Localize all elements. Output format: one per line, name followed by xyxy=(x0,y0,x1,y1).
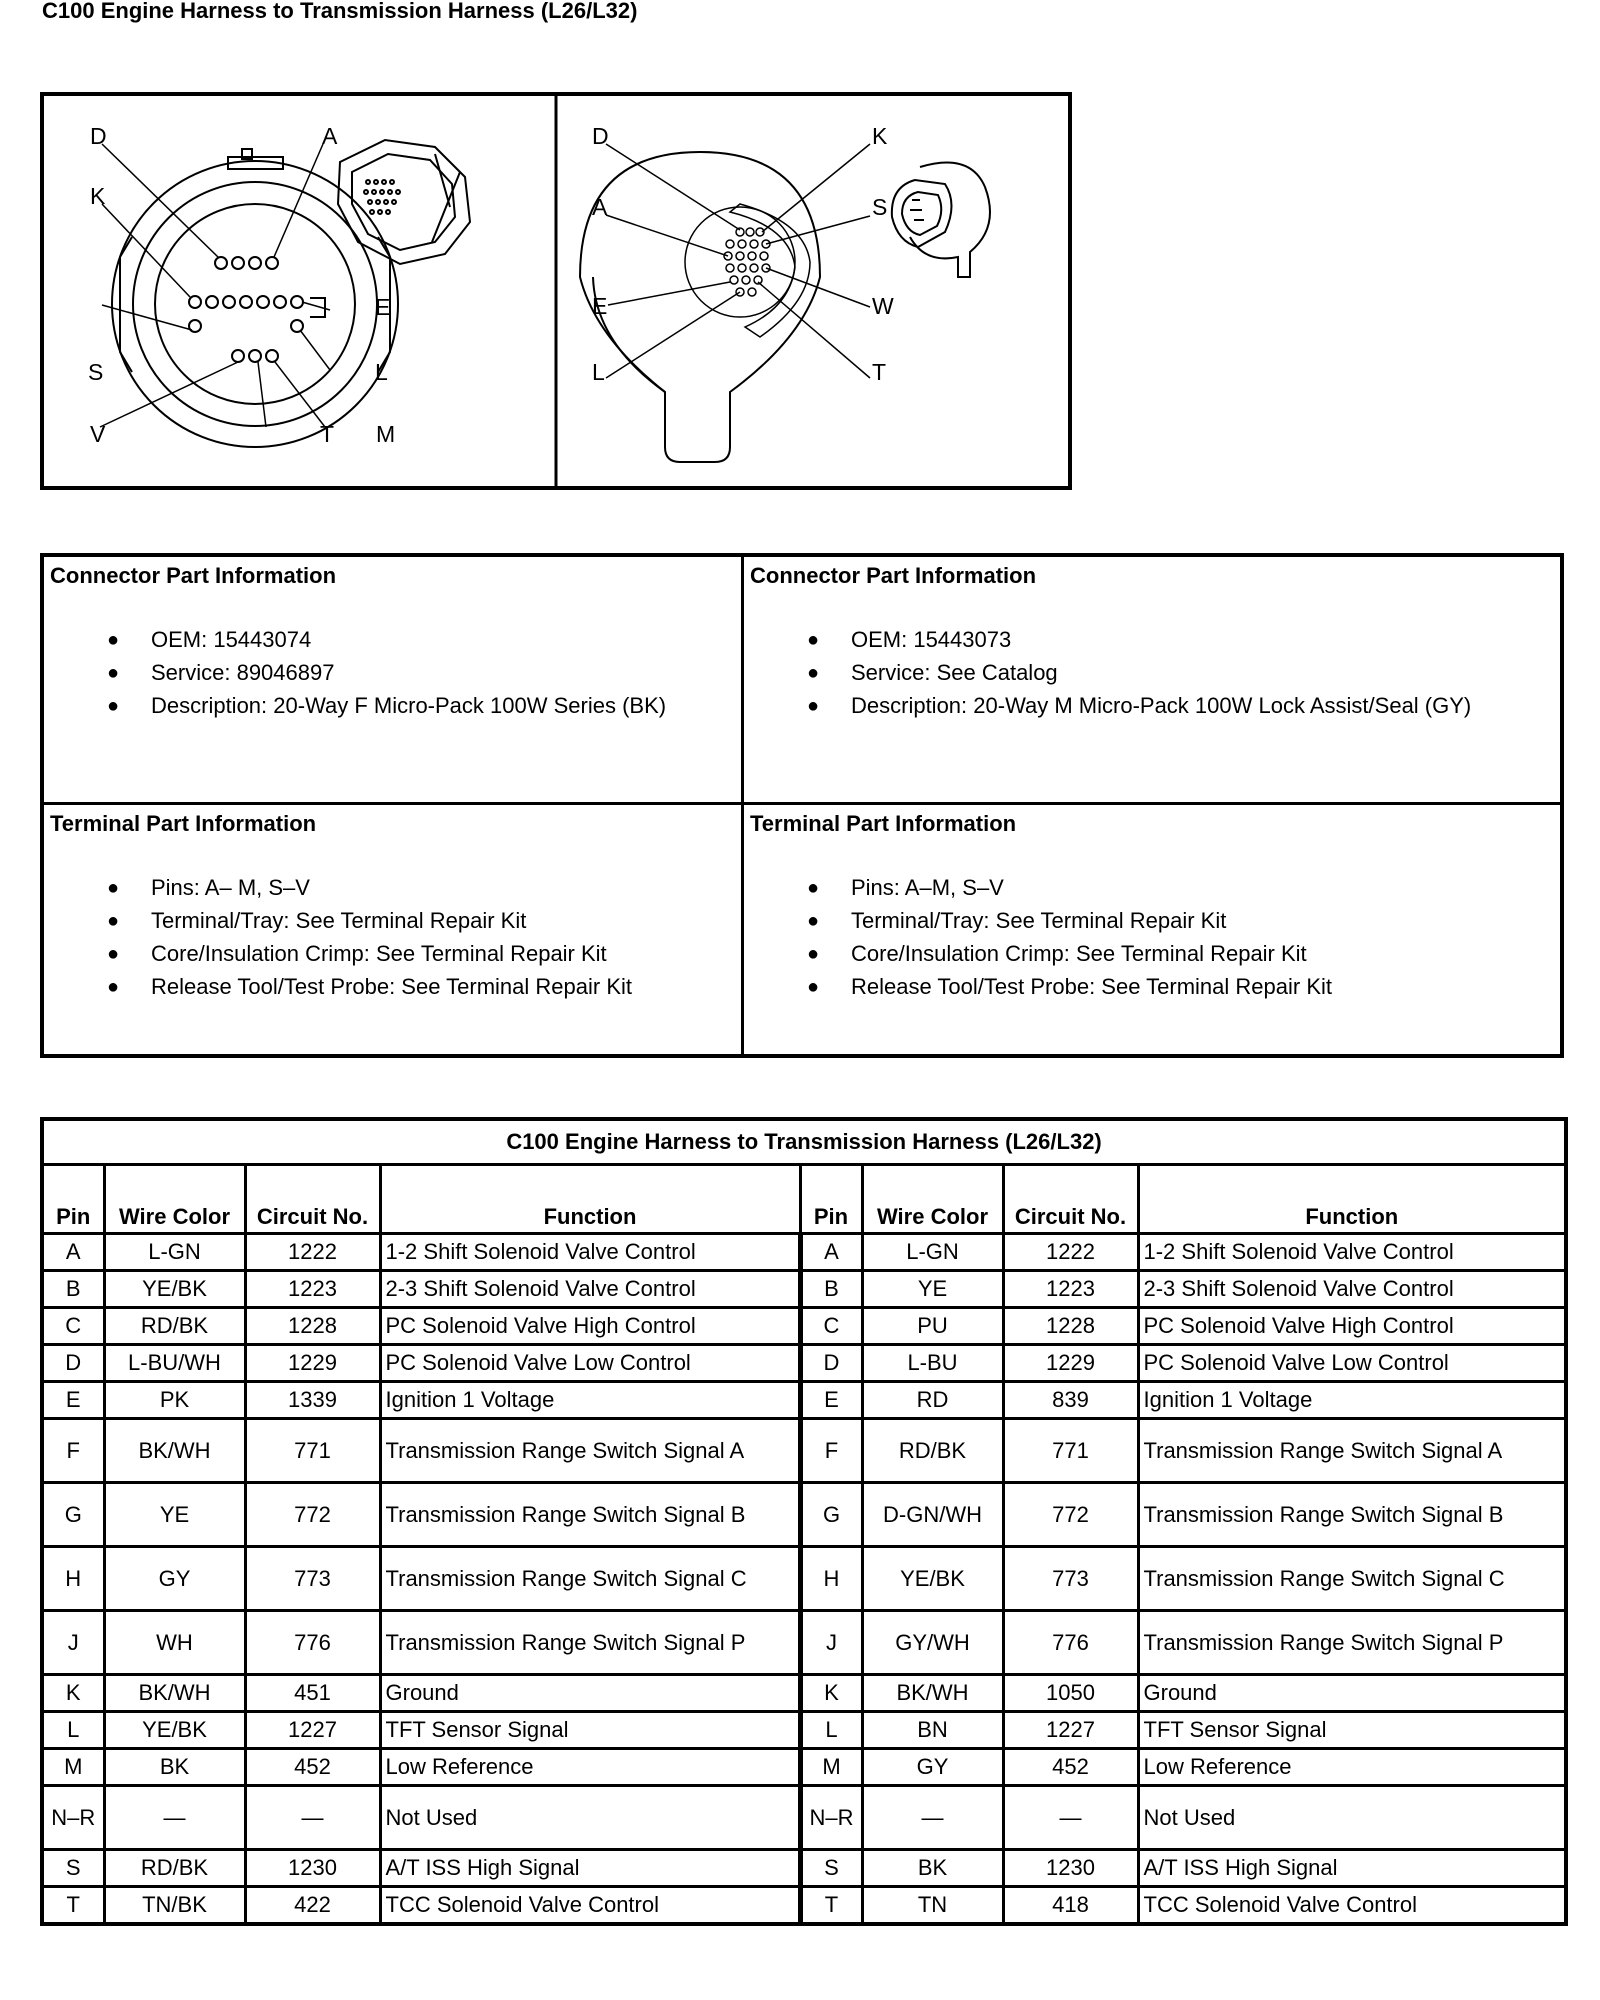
table-row xyxy=(42,1308,1566,1345)
function-cell: Transmission Range Switch Signal B xyxy=(380,1483,800,1547)
pin-cell: A xyxy=(42,1234,104,1271)
function-cell: 1-2 Shift Solenoid Valve Control xyxy=(380,1234,800,1271)
circuit-no-cell: 773 xyxy=(1003,1547,1138,1611)
part-information-grid xyxy=(40,553,1564,1058)
pin-cell: J xyxy=(800,1611,862,1675)
wire-color-cell: PU xyxy=(862,1308,1003,1345)
pin-cell: N–R xyxy=(800,1786,862,1850)
function-cell: TFT Sensor Signal xyxy=(380,1712,800,1749)
wire-color-cell: TN/BK xyxy=(104,1887,245,1924)
table-row xyxy=(42,1419,1566,1483)
terminal-info-heading: Terminal Part Information xyxy=(750,811,1017,836)
label-K: K xyxy=(872,123,888,149)
label-D: D xyxy=(90,123,107,149)
connector-info-right xyxy=(744,557,1564,805)
pin-cell: J xyxy=(42,1611,104,1675)
label-E: E xyxy=(592,293,608,319)
wire-color-cell: BK/WH xyxy=(104,1675,245,1712)
wire-color-cell: BN xyxy=(862,1712,1003,1749)
circuit-no-cell: 839 xyxy=(1003,1382,1138,1419)
circuit-no-cell: 1227 xyxy=(1003,1712,1138,1749)
pin-cell: G xyxy=(42,1483,104,1547)
list-item: ● Description: 20-Way M Micro-Pack 100W Lock Assist/Seal (GY) xyxy=(807,693,1472,718)
label-M: M xyxy=(376,421,396,447)
pin-cell: S xyxy=(800,1850,862,1887)
label-S: S xyxy=(872,194,888,220)
pin-cell: F xyxy=(800,1419,862,1483)
circuit-no-cell: 1223 xyxy=(1003,1271,1138,1308)
table-row xyxy=(42,1234,1566,1271)
wire-color-cell: — xyxy=(104,1786,245,1850)
pin-cell: L xyxy=(800,1712,862,1749)
wire-color-cell: BK xyxy=(862,1850,1003,1887)
label-K: K xyxy=(90,183,106,209)
table-row xyxy=(42,1547,1566,1611)
label-V: V xyxy=(90,421,106,447)
label-A: A xyxy=(592,194,608,220)
circuit-no-cell: 1227 xyxy=(245,1712,380,1749)
circuit-no-cell: 1229 xyxy=(245,1345,380,1382)
list-item: ● Service: 89046897 xyxy=(107,660,335,685)
connector-info-heading: Connector Part Information xyxy=(750,563,1037,588)
wire-color-cell: L-GN xyxy=(862,1234,1003,1271)
wire-color-cell: L-GN xyxy=(104,1234,245,1271)
function-cell: TCC Solenoid Valve Control xyxy=(380,1887,800,1924)
circuit-no-cell: — xyxy=(245,1786,380,1850)
function-cell: 2-3 Shift Solenoid Valve Control xyxy=(380,1271,800,1308)
wire-color-cell: YE xyxy=(862,1271,1003,1308)
col-header-circuit-no: Circuit No. xyxy=(245,1165,380,1234)
label-T: T xyxy=(872,359,887,385)
connector-info-left xyxy=(44,557,744,805)
wire-color-cell: — xyxy=(862,1786,1003,1850)
table-caption: C100 Engine Harness to Transmission Harness (L26/L32) xyxy=(42,1119,1566,1165)
table-row xyxy=(42,1345,1566,1382)
function-cell: Ground xyxy=(1138,1675,1566,1712)
table-row xyxy=(42,1887,1566,1924)
list-item: ● OEM: 15443074 xyxy=(107,627,312,652)
list-item: ● Core/Insulation Crimp: See Terminal Repair Kit xyxy=(107,941,607,966)
list-item: ● Release Tool/Test Probe: See Terminal Repair Kit xyxy=(807,974,1332,999)
list-item: ● Description: 20-Way F Micro-Pack 100W Series (BK) xyxy=(107,693,667,718)
wire-color-cell: D-GN/WH xyxy=(862,1483,1003,1547)
female-connector-thumbnail xyxy=(338,140,470,264)
wire-color-cell: L-BU/WH xyxy=(104,1345,245,1382)
list-item: ● Pins: A– M, S–V xyxy=(107,875,310,900)
col-header-pin: Pin xyxy=(42,1165,104,1234)
pin-cell: F xyxy=(42,1419,104,1483)
list-item: ● Service: See Catalog xyxy=(807,660,1058,685)
pin-cell: B xyxy=(800,1271,862,1308)
page-title: C100 Engine Harness to Transmission Harness (L26/L32) xyxy=(42,0,638,23)
wire-color-cell: BK xyxy=(104,1749,245,1786)
table-row xyxy=(42,1271,1566,1308)
pin-cell: C xyxy=(800,1308,862,1345)
function-cell: Transmission Range Switch Signal P xyxy=(1138,1611,1566,1675)
wire-color-cell: TN xyxy=(862,1887,1003,1924)
list-item: ● Release Tool/Test Probe: See Terminal Repair Kit xyxy=(107,974,632,999)
function-cell: Transmission Range Switch Signal A xyxy=(1138,1419,1566,1483)
function-cell: TCC Solenoid Valve Control xyxy=(1138,1887,1566,1924)
list-item: ● OEM: 15443073 xyxy=(807,627,1012,652)
female-connector-face xyxy=(112,149,398,447)
label-T: T xyxy=(320,421,335,447)
list-item: ● Terminal/Tray: See Terminal Repair Kit xyxy=(807,908,1227,933)
circuit-no-cell: 452 xyxy=(1003,1749,1138,1786)
circuit-no-cell: 776 xyxy=(245,1611,380,1675)
function-cell: 2-3 Shift Solenoid Valve Control xyxy=(1138,1271,1566,1308)
table-row xyxy=(42,1786,1566,1850)
circuit-no-cell: 772 xyxy=(245,1483,380,1547)
table-row xyxy=(42,1483,1566,1547)
pin-cell: B xyxy=(42,1271,104,1308)
pin-cell: E xyxy=(800,1382,862,1419)
male-connector-thumbnail xyxy=(892,163,990,278)
function-cell: Transmission Range Switch Signal A xyxy=(380,1419,800,1483)
terminal-info-right xyxy=(744,805,1564,1054)
circuit-no-cell: 773 xyxy=(245,1547,380,1611)
label-W: W xyxy=(872,293,894,319)
function-cell: Transmission Range Switch Signal C xyxy=(380,1547,800,1611)
table-row xyxy=(42,1675,1566,1712)
pin-cell: K xyxy=(800,1675,862,1712)
circuit-no-cell: 1222 xyxy=(245,1234,380,1271)
label-L: L xyxy=(592,359,605,385)
function-cell: 1-2 Shift Solenoid Valve Control xyxy=(1138,1234,1566,1271)
pin-cell: K xyxy=(42,1675,104,1712)
wire-color-cell: YE/BK xyxy=(862,1547,1003,1611)
function-cell: Ground xyxy=(380,1675,800,1712)
pin-cell: N–R xyxy=(42,1786,104,1850)
wire-color-cell: L-BU xyxy=(862,1345,1003,1382)
list-item: ● Terminal/Tray: See Terminal Repair Kit xyxy=(107,908,527,933)
wire-color-cell: YE/BK xyxy=(104,1271,245,1308)
pin-cell: L xyxy=(42,1712,104,1749)
circuit-no-cell: 452 xyxy=(245,1749,380,1786)
circuit-no-cell: 1228 xyxy=(245,1308,380,1345)
female-connector-pins xyxy=(189,257,303,362)
wire-color-cell: YE/BK xyxy=(104,1712,245,1749)
circuit-no-cell: 1230 xyxy=(1003,1850,1138,1887)
pin-cell: A xyxy=(800,1234,862,1271)
wire-color-cell: GY xyxy=(862,1749,1003,1786)
function-cell: A/T ISS High Signal xyxy=(1138,1850,1566,1887)
function-cell: PC Solenoid Valve Low Control xyxy=(1138,1345,1566,1382)
pin-cell: E xyxy=(42,1382,104,1419)
label-A: A xyxy=(322,123,338,149)
label-E: E xyxy=(375,294,391,320)
table-row xyxy=(42,1382,1566,1419)
circuit-no-cell: — xyxy=(1003,1786,1138,1850)
pin-cell: C xyxy=(42,1308,104,1345)
pin-cell: H xyxy=(800,1547,862,1611)
col-header-function: Function xyxy=(1138,1165,1566,1234)
connector-info-heading: Connector Part Information xyxy=(50,563,337,588)
col-header-function: Function xyxy=(380,1165,800,1234)
circuit-no-cell: 771 xyxy=(245,1419,380,1483)
circuit-no-cell: 418 xyxy=(1003,1887,1138,1924)
label-D: D xyxy=(592,123,609,149)
circuit-no-cell: 772 xyxy=(1003,1483,1138,1547)
wire-color-cell: YE xyxy=(104,1483,245,1547)
wire-color-cell: BK/WH xyxy=(104,1419,245,1483)
wire-color-cell: GY/WH xyxy=(862,1611,1003,1675)
wire-color-cell: RD/BK xyxy=(104,1850,245,1887)
function-cell: Not Used xyxy=(1138,1786,1566,1850)
circuit-no-cell: 451 xyxy=(245,1675,380,1712)
circuit-no-cell: 776 xyxy=(1003,1611,1138,1675)
pin-cell: M xyxy=(42,1749,104,1786)
male-connector-leaders xyxy=(606,144,870,378)
table-header-row xyxy=(42,1165,1566,1234)
wire-color-cell: PK xyxy=(104,1382,245,1419)
list-item: ● Pins: A–M, S–V xyxy=(807,875,1004,900)
table-row xyxy=(42,1712,1566,1749)
pin-cell: D xyxy=(800,1345,862,1382)
pin-cell: S xyxy=(42,1850,104,1887)
terminal-info-heading: Terminal Part Information xyxy=(50,811,317,836)
circuit-no-cell: 771 xyxy=(1003,1419,1138,1483)
connector-diagram xyxy=(40,92,1072,490)
wire-color-cell: RD xyxy=(862,1382,1003,1419)
label-L: L xyxy=(375,359,388,385)
wire-color-cell: BK/WH xyxy=(862,1675,1003,1712)
table-row xyxy=(42,1749,1566,1786)
table-row xyxy=(42,1611,1566,1675)
function-cell: TFT Sensor Signal xyxy=(1138,1712,1566,1749)
function-cell: Transmission Range Switch Signal P xyxy=(380,1611,800,1675)
col-header-pin: Pin xyxy=(800,1165,862,1234)
function-cell: PC Solenoid Valve Low Control xyxy=(380,1345,800,1382)
function-cell: Low Reference xyxy=(1138,1749,1566,1786)
function-cell: Ignition 1 Voltage xyxy=(380,1382,800,1419)
circuit-no-cell: 1228 xyxy=(1003,1308,1138,1345)
wire-color-cell: GY xyxy=(104,1547,245,1611)
col-header-wire-color: Wire Color xyxy=(104,1165,245,1234)
pin-cell: H xyxy=(42,1547,104,1611)
function-cell: Transmission Range Switch Signal B xyxy=(1138,1483,1566,1547)
function-cell: Transmission Range Switch Signal C xyxy=(1138,1547,1566,1611)
col-header-wire-color: Wire Color xyxy=(862,1165,1003,1234)
circuit-no-cell: 1222 xyxy=(1003,1234,1138,1271)
function-cell: A/T ISS High Signal xyxy=(380,1850,800,1887)
function-cell: Not Used xyxy=(380,1786,800,1850)
function-cell: Ignition 1 Voltage xyxy=(1138,1382,1566,1419)
circuit-no-cell: 422 xyxy=(245,1887,380,1924)
pinout-table xyxy=(40,1117,1568,1926)
male-connector-face xyxy=(580,152,820,462)
circuit-no-cell: 1230 xyxy=(245,1850,380,1887)
circuit-no-cell: 1223 xyxy=(245,1271,380,1308)
wire-color-cell: RD/BK xyxy=(862,1419,1003,1483)
circuit-no-cell: 1339 xyxy=(245,1382,380,1419)
function-cell: Low Reference xyxy=(380,1749,800,1786)
list-item: ● Core/Insulation Crimp: See Terminal Repair Kit xyxy=(807,941,1307,966)
terminal-info-left xyxy=(44,805,744,1054)
pin-cell: T xyxy=(42,1887,104,1924)
wire-color-cell: RD/BK xyxy=(104,1308,245,1345)
pin-cell: G xyxy=(800,1483,862,1547)
circuit-no-cell: 1229 xyxy=(1003,1345,1138,1382)
table-row xyxy=(42,1850,1566,1887)
col-header-circuit-no: Circuit No. xyxy=(1003,1165,1138,1234)
pin-cell: D xyxy=(42,1345,104,1382)
function-cell: PC Solenoid Valve High Control xyxy=(1138,1308,1566,1345)
wire-color-cell: WH xyxy=(104,1611,245,1675)
pin-cell: T xyxy=(800,1887,862,1924)
circuit-no-cell: 1050 xyxy=(1003,1675,1138,1712)
function-cell: PC Solenoid Valve High Control xyxy=(380,1308,800,1345)
pin-cell: M xyxy=(800,1749,862,1786)
label-S: S xyxy=(88,359,104,385)
